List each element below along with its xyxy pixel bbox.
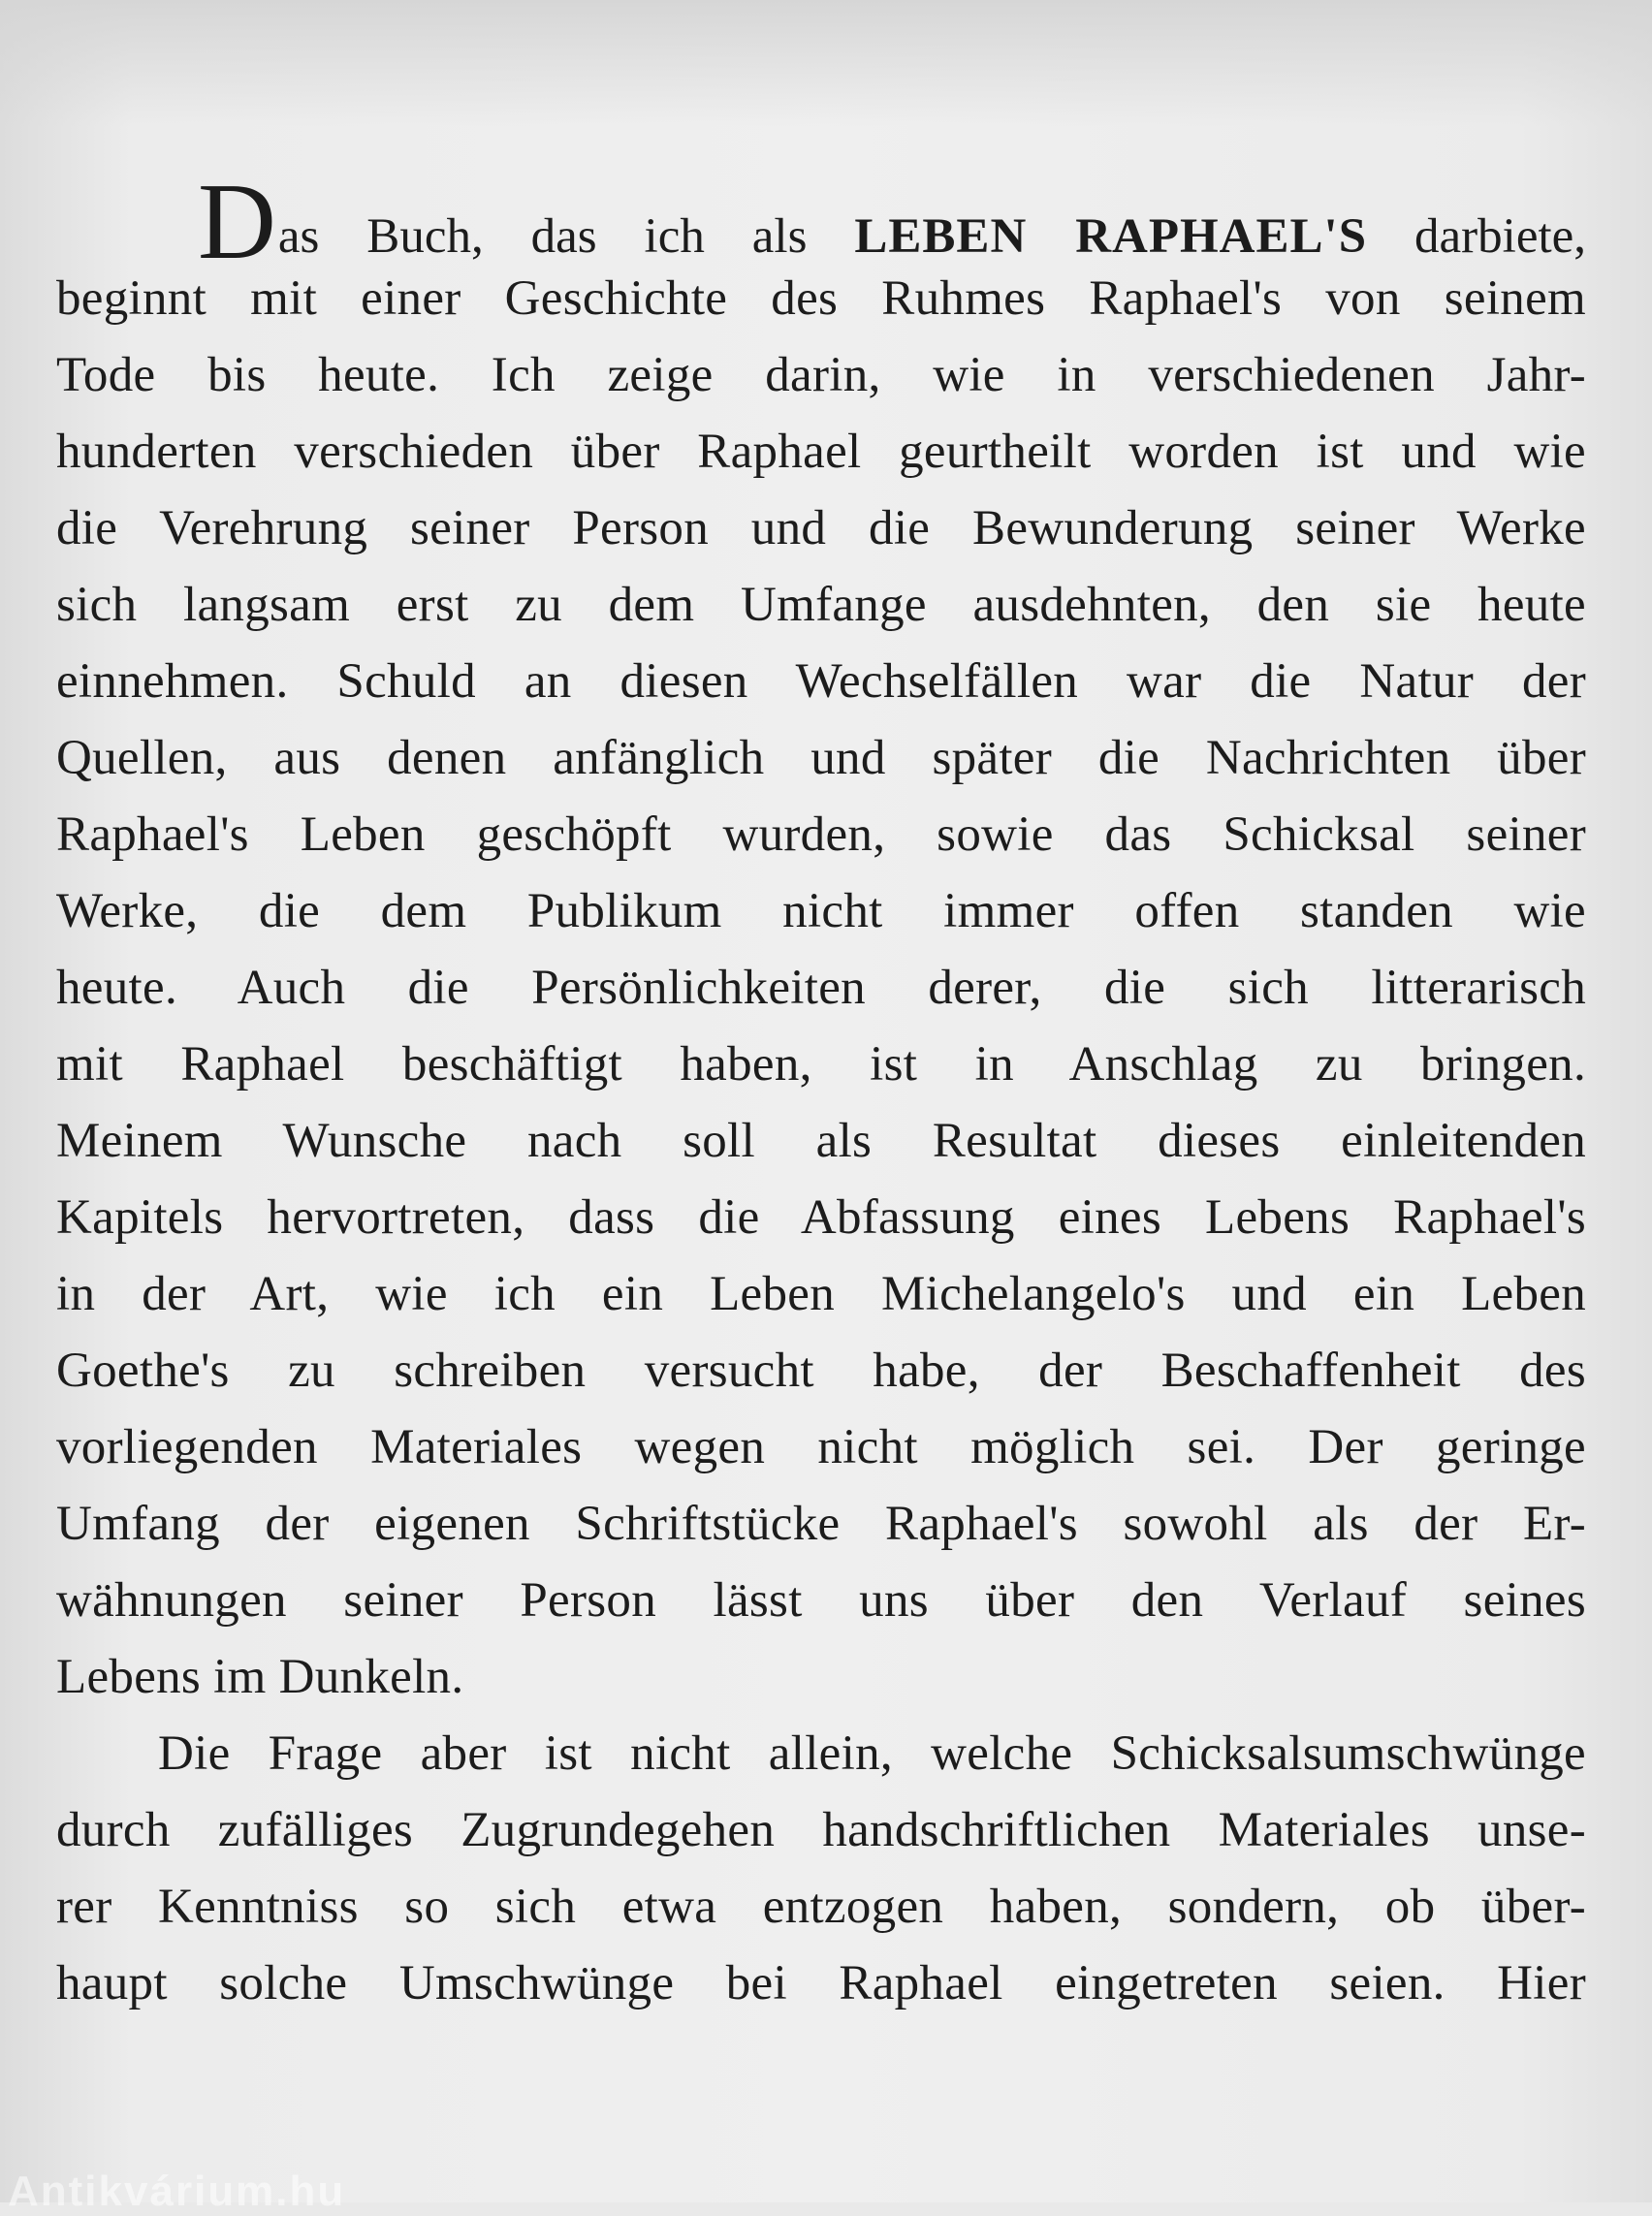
text-line: die Verehrung seiner Person und die Bewunderung seiner Werke [56, 501, 1586, 555]
text-line-paragraph-start: Die Frage aber ist nicht allein, welche Schicksalsumschwünge [158, 1726, 1586, 1781]
book-title-smallcaps: LEBEN RAPHAEL'S [854, 209, 1368, 264]
text-line: hunderten verschieden über Raphael geurtheilt worden ist und wie [56, 425, 1586, 479]
first-line-lead: as Buch, das ich als [277, 209, 855, 264]
text-line: haupt solche Umschwünge bei Raphael eingetreten seien. Hier [56, 1956, 1586, 2010]
text-line: Kapitels hervortreten, dass die Abfassung eines Lebens Raphael's [56, 1190, 1586, 1245]
text-line-paragraph-end: Lebens im Dunkeln. [56, 1650, 464, 1704]
text-line: sich langsam erst zu dem Umfange ausdehnten, den sie heute [56, 578, 1586, 632]
text-line: rer Kenntniss so sich etwa entzogen haben, sondern, ob über- [56, 1880, 1586, 1934]
drop-cap: D [198, 162, 276, 282]
first-paragraph-first-line [56, 162, 1587, 282]
first-line-tail: darbiete, [1367, 209, 1587, 264]
text-line: wähnungen seiner Person lässt uns über den Verlauf seines [56, 1573, 1586, 1628]
text-line: durch zufälliges Zugrundegehen handschriftlichen Materiales unse- [56, 1803, 1586, 1857]
text-line: Quellen, aus denen anfänglich und später die Nachrichten über [56, 731, 1586, 785]
text-line: vorliegenden Materiales wegen nicht möglich sei. Der geringe [56, 1420, 1586, 1474]
page-top-shadow [0, 0, 1652, 126]
text-line: in der Art, wie ich ein Leben Michelangelo's und ein Leben [56, 1267, 1586, 1321]
text-line: Raphael's Leben geschöpft wurden, sowie das Schicksal seiner [56, 807, 1586, 862]
text-line: beginnt mit einer Geschichte des Ruhmes Raphael's von seinem [56, 271, 1586, 326]
text-line: Goethe's zu schreiben versucht habe, der Beschaffenheit des [56, 1344, 1586, 1398]
text-line: Tode bis heute. Ich zeige darin, wie in verschiedenen Jahr- [56, 348, 1586, 402]
text-line: heute. Auch die Persönlichkeiten derer, die sich litterarisch [56, 961, 1586, 1015]
text-line: Umfang der eigenen Schriftstücke Raphael's sowohl als der Er- [56, 1497, 1586, 1551]
page-text [56, 162, 1587, 2022]
text-line: Meinem Wunsche nach soll als Resultat dieses einleitenden [56, 1114, 1586, 1168]
text-line: einnehmen. Schuld an diesen Wechselfällen war die Natur der [56, 654, 1586, 709]
watermark: Antikvárium.hu [8, 2168, 346, 2215]
text-line: Werke, die dem Publikum nicht immer offen standen wie [56, 884, 1586, 938]
text-line: mit Raphael beschäftigt haben, ist in Anschlag zu bringen. [56, 1037, 1586, 1092]
